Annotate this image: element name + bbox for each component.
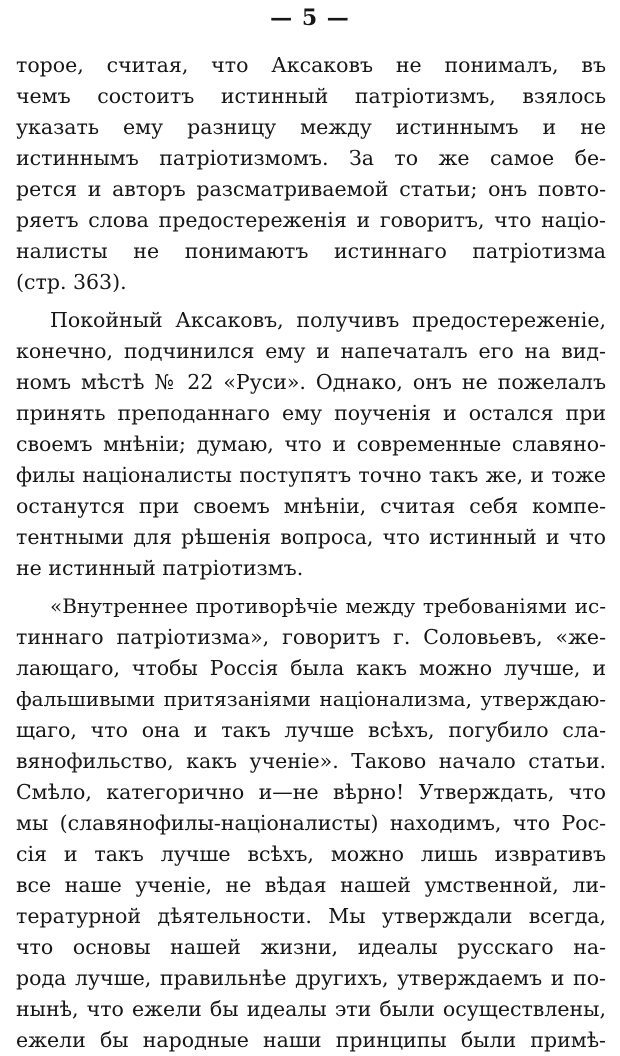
text-line: лающаго, чтобы Россія была какъ можно лучше, и (16, 656, 606, 680)
paragraph-gap (16, 584, 606, 591)
text-line: тературной дѣятельности. Мы утверждали всегда, (16, 904, 606, 928)
text-line: не истинный патріотизмъ. (16, 556, 304, 580)
page-body-text (16, 50, 606, 1056)
text-line: вянофильство, какъ ученіе». Таково начало статьи. (16, 749, 606, 773)
text-line: ряетъ слова предостереженія и говоритъ, что націо- (16, 208, 606, 232)
text-line: Покойный Аксаковъ, получивъ предостереженіе, (50, 308, 606, 332)
text-line: Смѣло, категорично и—не вѣрно! Утверждать, что (16, 780, 606, 804)
text-line: тиннаго патріотизма», говоритъ г. Соловьевъ, «же- (16, 625, 606, 649)
text-line: конечно, подчинился ему и напечаталъ его на вид- (16, 339, 606, 363)
text-line: номъ мѣстѣ № 22 «Руси». Однако, онъ не пожелалъ (16, 370, 606, 394)
text-line: ежели бы народные наши принципы были примѣ- (16, 1028, 606, 1052)
text-line: щаго, что она и такъ лучше всѣхъ, погубило сла- (16, 718, 606, 742)
paragraph-1 (16, 50, 606, 298)
text-line: чемъ состоитъ истинный патріотизмъ, взялось (16, 84, 606, 108)
text-line: нынѣ, что ежели бы идеалы эти были осуществлены, (16, 997, 606, 1021)
text-line: фальшивыми притязаніями націонализма, утверждаю- (16, 687, 606, 711)
paragraph-3 (16, 591, 606, 1056)
text-line: останутся при своемъ мнѣніи, считая себя компе- (16, 494, 606, 518)
text-line: своемъ мнѣніи; думаю, что и современные славяно- (16, 432, 606, 456)
text-line: сія и такъ лучше всѣхъ, можно лишь извративъ (16, 842, 606, 866)
paragraph-gap (16, 298, 606, 305)
text-line: мы (славянофилы-націоналисты) находимъ, что Рос- (16, 811, 606, 835)
text-line: торое, считая, что Аксаковъ не понималъ, въ (16, 53, 606, 77)
text-line: принять преподаннаго ему поученія и остался при (16, 401, 606, 425)
text-line: что основы нашей жизни, идеалы русскаго на- (16, 935, 606, 959)
text-line: филы націоналисты поступятъ точно такъ же, и тоже (16, 463, 606, 487)
paragraph-2 (16, 305, 606, 584)
text-line: рется и авторъ разсматриваемой статьи; онъ повто- (16, 177, 606, 201)
text-line: истиннымъ патріотизмомъ. За то же самое бе- (16, 146, 606, 170)
page-number: — 5 — (270, 5, 350, 31)
text-line: тентными для рѣшенія вопроса, что истинный и что (16, 525, 606, 549)
text-line: указать ему разницу между истиннымъ и не (16, 115, 606, 139)
text-line: все наше ученіе, не вѣдая нашей умственной, ли- (16, 873, 606, 897)
text-line: налисты не понимаютъ истиннаго патріотизма (16, 239, 606, 263)
text-line: «Внутреннее противорѣчіе между требованіями ис- (50, 594, 606, 618)
text-line: (стр. 363). (16, 270, 127, 294)
text-line: рода лучше, правильнѣе другихъ, утверждаемъ и по- (16, 966, 606, 990)
